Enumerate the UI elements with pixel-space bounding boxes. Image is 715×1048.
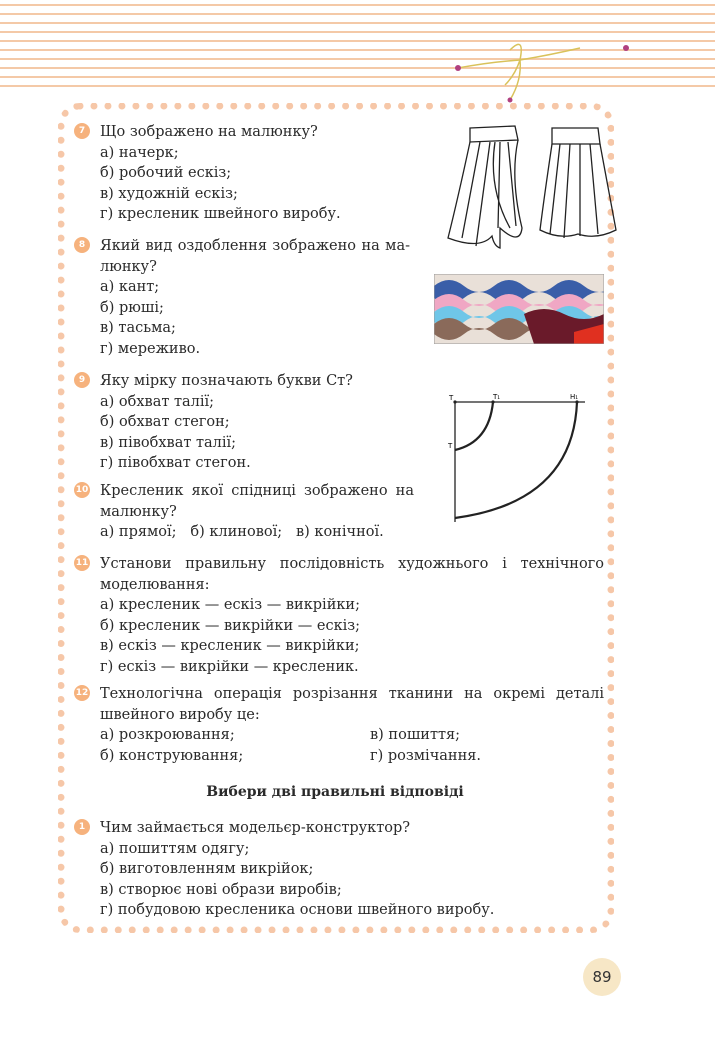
page-number-badge: 89 <box>583 958 621 996</box>
option: а) кресленик — ескіз — викрійки; <box>100 597 360 613</box>
option: а) розкроювання; <box>100 727 235 743</box>
question-number-badge: 8 <box>74 237 90 253</box>
option: г) півобхват стегон. <box>100 455 251 471</box>
options-row <box>100 522 414 543</box>
question-text: люнку? <box>100 258 157 275</box>
section-heading: Вибери дві правильні відповіді <box>206 784 464 800</box>
question-number-badge: 1 <box>74 819 90 835</box>
diagram-label: Т <box>449 394 454 402</box>
option: в) тасьма; <box>100 320 176 336</box>
conical-skirt-draft-diagram <box>445 390 595 530</box>
question-number-badge: 12 <box>74 685 90 701</box>
option: в) півобхват талії; <box>100 434 237 451</box>
question-text: Кресленик якої спідниці зображено на <box>100 483 414 499</box>
question-text: швейного виробу це: <box>100 706 260 723</box>
question-text: Який вид оздоблення зображено на ма- <box>100 238 410 254</box>
option: б) виготовленням викрійок; <box>100 861 314 877</box>
option: в) пошиття; <box>370 727 461 743</box>
option: а) прямої; <box>100 524 177 540</box>
option: г) ескіз — викрійки — кресленик. <box>100 658 359 675</box>
question-number-badge: 7 <box>74 123 90 139</box>
trim-ricrac-photo <box>434 274 604 344</box>
question-text: малюнку? <box>100 503 177 520</box>
option: в) художній ескіз; <box>100 185 238 202</box>
question-text: моделювання: <box>100 576 210 593</box>
question-number-badge: 11 <box>74 555 90 571</box>
option: г) розмічання. <box>370 747 482 764</box>
option: а) начерк; <box>100 144 179 161</box>
diagram-label: Т₁ <box>493 393 501 401</box>
option: б) кресленик — викрійки — ескіз; <box>100 617 361 634</box>
question-11 <box>100 554 604 677</box>
question-12 <box>100 684 604 766</box>
question-text: Що зображено на малюнку? <box>100 124 318 140</box>
question-multi-1 <box>100 818 494 921</box>
question-8 <box>100 236 410 359</box>
diagram-label: Т <box>448 442 453 450</box>
option: г) мереживо. <box>100 340 201 357</box>
question-9 <box>100 371 353 474</box>
option: а) кант; <box>100 279 160 295</box>
question-number-badge: 9 <box>74 372 90 388</box>
question-10 <box>100 481 414 543</box>
option: б) рюші; <box>100 299 164 316</box>
option: б) конструювання; <box>100 747 244 764</box>
question-number-badge: 10 <box>74 482 90 498</box>
question-text: Яку мірку позначають букви Ст? <box>100 373 353 389</box>
option: а) обхват талії; <box>100 393 215 410</box>
option: г) кресленик швейного виробу. <box>100 206 341 222</box>
option: г) побудовою кресленика основи швейного виробу. <box>100 902 495 918</box>
option: в) ескіз — кресленик — викрійки; <box>100 638 360 654</box>
options-row <box>100 725 604 746</box>
option: б) клинової; <box>190 524 283 540</box>
question-text: Чим займається модельєр-конструктор? <box>100 820 411 836</box>
options-row <box>100 746 604 767</box>
question-7 <box>100 122 341 225</box>
option: б) обхват стегон; <box>100 414 230 430</box>
option: в) створює нові образи виробів; <box>100 881 342 898</box>
question-text: Установи правильну послідовність художнього і технічного <box>100 556 604 572</box>
diagram-label: Н₁ <box>570 393 579 401</box>
skirt-sketch-illustration <box>440 118 620 253</box>
question-text: Технологічна операція розрізання тканини на окремі деталі <box>100 686 604 702</box>
option: б) робочий ескіз; <box>100 165 232 181</box>
option: в) конічної. <box>295 524 384 540</box>
bow-decoration <box>450 30 630 105</box>
option: а) пошиттям одягу; <box>100 840 250 857</box>
